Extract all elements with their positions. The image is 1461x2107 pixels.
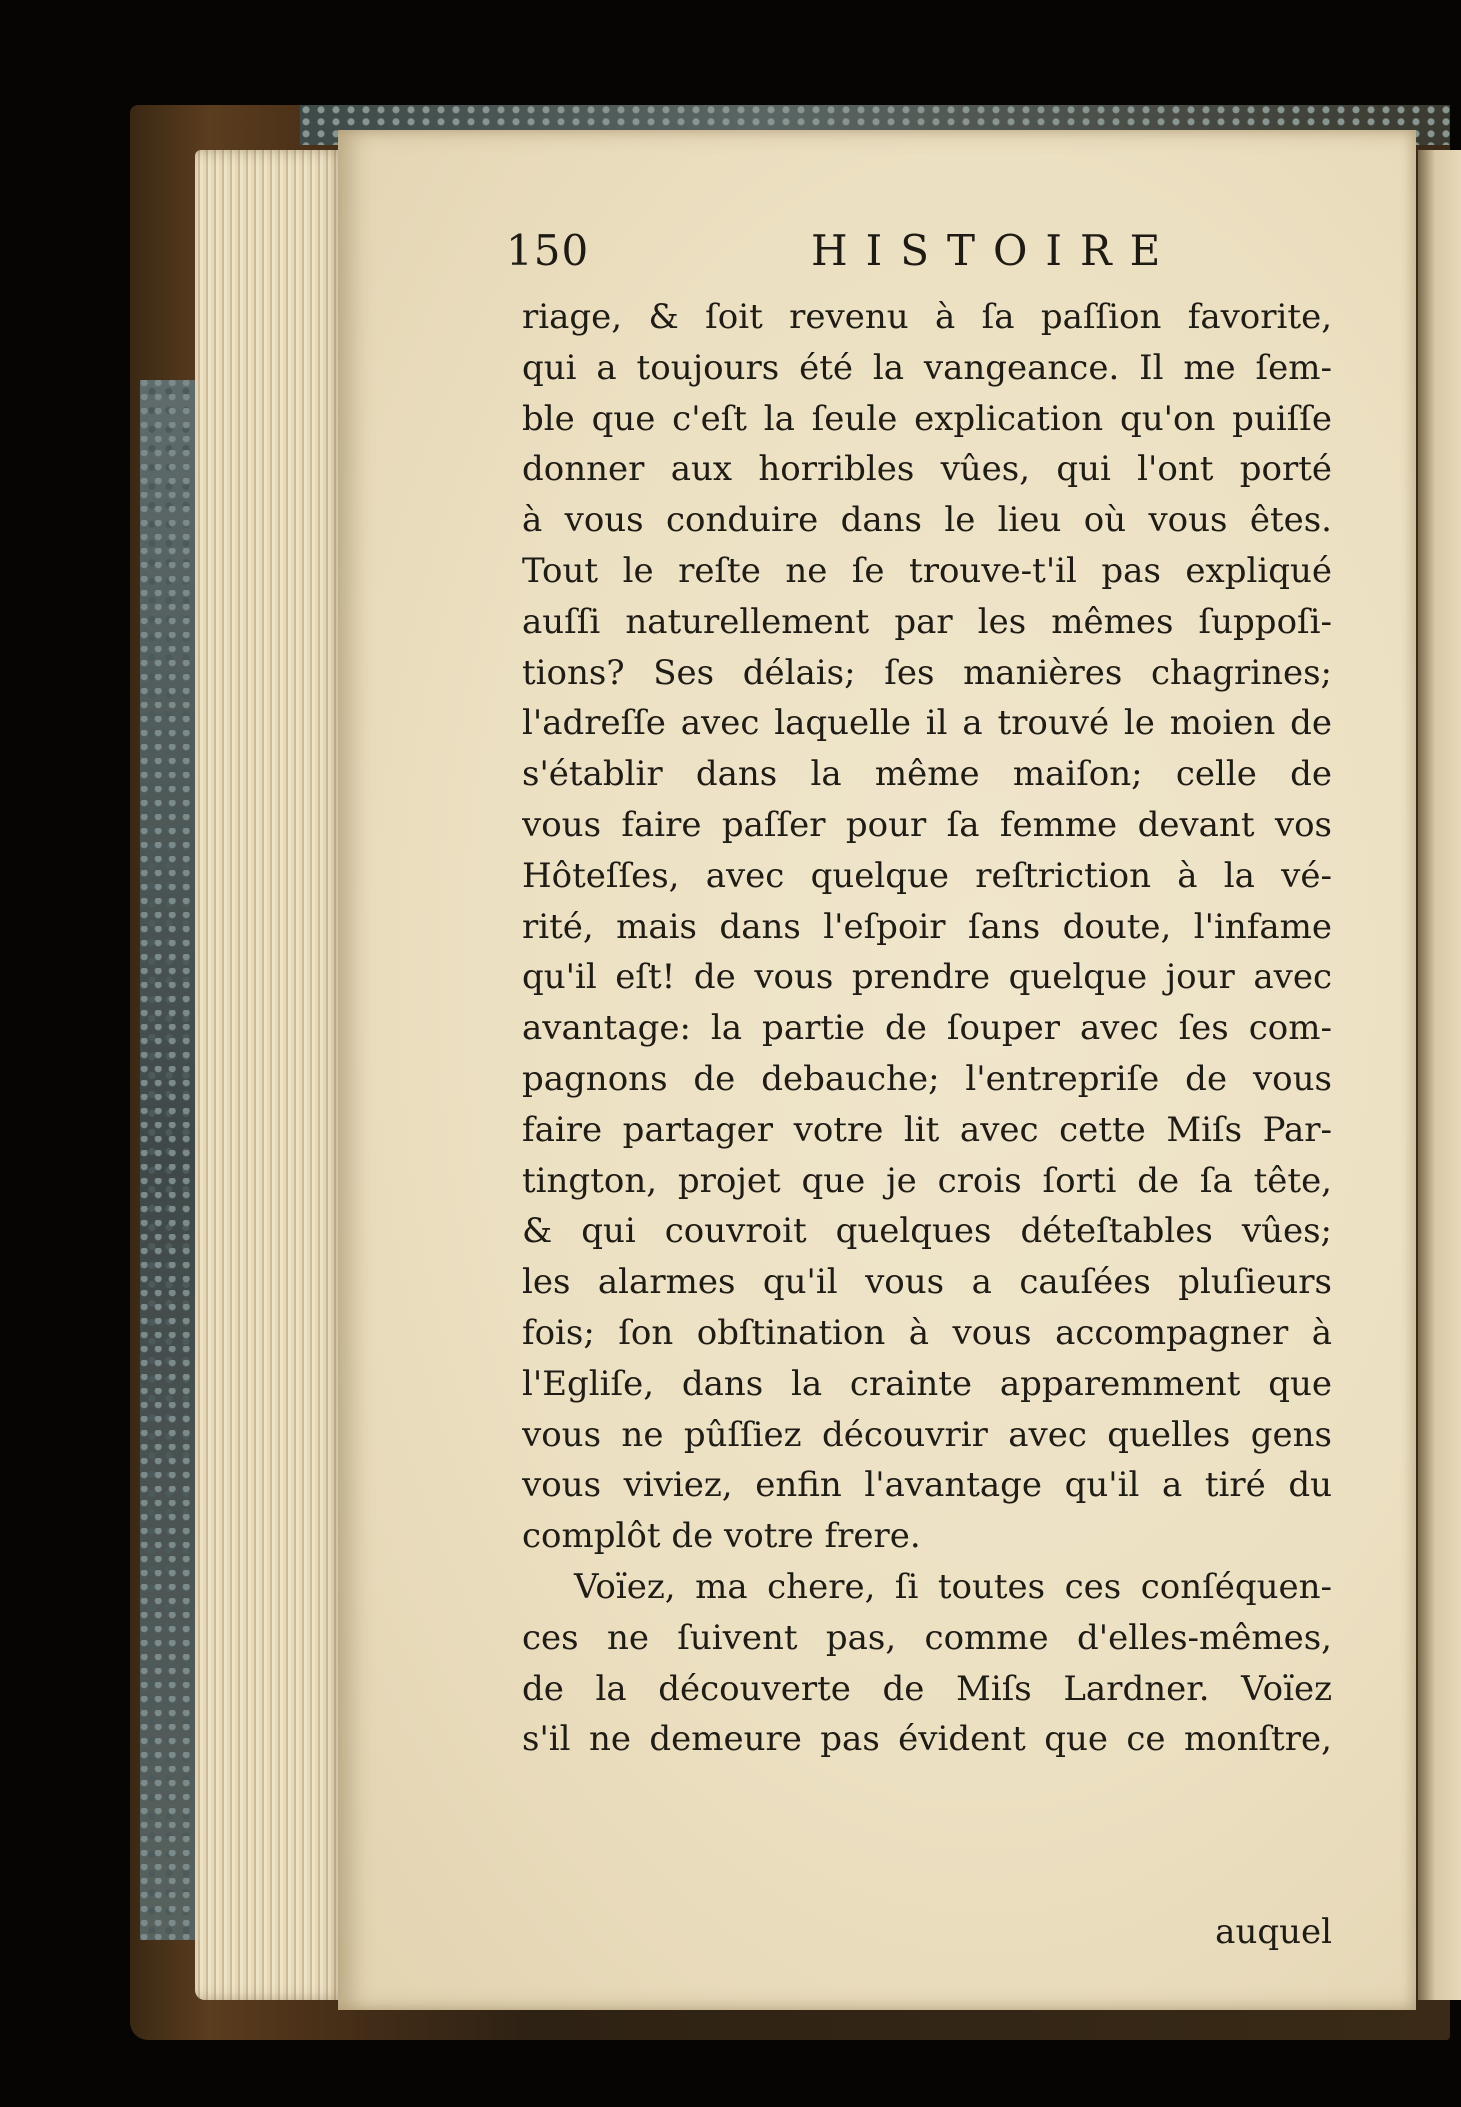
text-line: s'établir dans la même maiſon; celle de bbox=[522, 754, 1332, 795]
text-line: ces ne ſuivent pas, comme d'elles-mêmes, bbox=[522, 1617, 1332, 1658]
text-line: de la découverte de Miſs Lardner. Voïez bbox=[522, 1668, 1332, 1709]
text-line: avantage: la partie de ſouper avec ſes com- bbox=[522, 1008, 1332, 1049]
text-line: riage, & ſoit revenu à ſa paſſion favorite, bbox=[522, 297, 1332, 337]
text-line: qui a toujours été la vangeance. Il me ſem- bbox=[522, 347, 1332, 388]
text-line: vous ne pûſſiez découvrir avec quelles gens bbox=[522, 1414, 1332, 1455]
text-line: Voïez, ma chere, ſi toutes ces conſéquen- bbox=[574, 1566, 1332, 1607]
text-line: Hôteſſes, avec quelque reſtriction à la vé- bbox=[522, 855, 1332, 896]
text-line: complôt de votre frere. bbox=[522, 1516, 921, 1557]
text-line: qu'il eſt! de vous prendre quelque jour avec bbox=[522, 957, 1332, 998]
text-line: tington, projet que je crois ſorti de ſa tête, bbox=[522, 1160, 1332, 1201]
text-line: vous viviez, enfin l'avantage qu'il a tiré du bbox=[522, 1465, 1332, 1506]
page-number: 150 bbox=[506, 226, 590, 275]
text-line: Tout le reſte ne ſe trouve-t'il pas expliqué bbox=[522, 550, 1332, 591]
text-line: auſſi naturellement par les mêmes ſuppoſi- bbox=[522, 601, 1332, 642]
page-header bbox=[506, 226, 1326, 286]
text-line: les alarmes qu'il vous a cauſées pluſieurs bbox=[522, 1262, 1332, 1303]
text-line: l'Egliſe, dans la crainte apparemment que bbox=[522, 1363, 1332, 1404]
text-line: fois; ſon obſtination à vous accompagner à bbox=[522, 1312, 1332, 1353]
body-text bbox=[522, 292, 1332, 1765]
text-line: rité, mais dans l'eſpoir ſans doute, l'infame bbox=[522, 906, 1332, 947]
text-line: pagnons de debauche; l'entrepriſe de vous bbox=[522, 1058, 1332, 1099]
text-line: faire partager votre lit avec cette Miſs Par- bbox=[522, 1109, 1332, 1150]
facing-page-edge bbox=[1418, 150, 1461, 2000]
text-line: vous faire paſſer pour ſa femme devant vos bbox=[522, 804, 1332, 845]
text-line: donner aux horribles vûes, qui l'ont porté bbox=[522, 449, 1332, 490]
text-line: ble que c'eſt la ſeule explication qu'on puiſſe bbox=[522, 398, 1332, 439]
marbled-endpaper bbox=[140, 380, 200, 1940]
catchword: auquel bbox=[1215, 1912, 1332, 1952]
text-line: & qui couvroit quelques déteſtables vûes; bbox=[522, 1211, 1332, 1252]
text-line: s'il ne demeure pas évident que ce monſtre, bbox=[522, 1719, 1332, 1760]
text-line: à vous conduire dans le lieu où vous êtes. bbox=[522, 500, 1332, 541]
text-line: tions? Ses délais; ſes manières chagrines; bbox=[522, 652, 1332, 693]
running-head: HISTOIRE bbox=[811, 226, 1179, 275]
page-edges bbox=[195, 150, 345, 2000]
book-page bbox=[338, 130, 1416, 2010]
text-line: l'adreſſe avec laquelle il a trouvé le moien de bbox=[522, 703, 1332, 744]
